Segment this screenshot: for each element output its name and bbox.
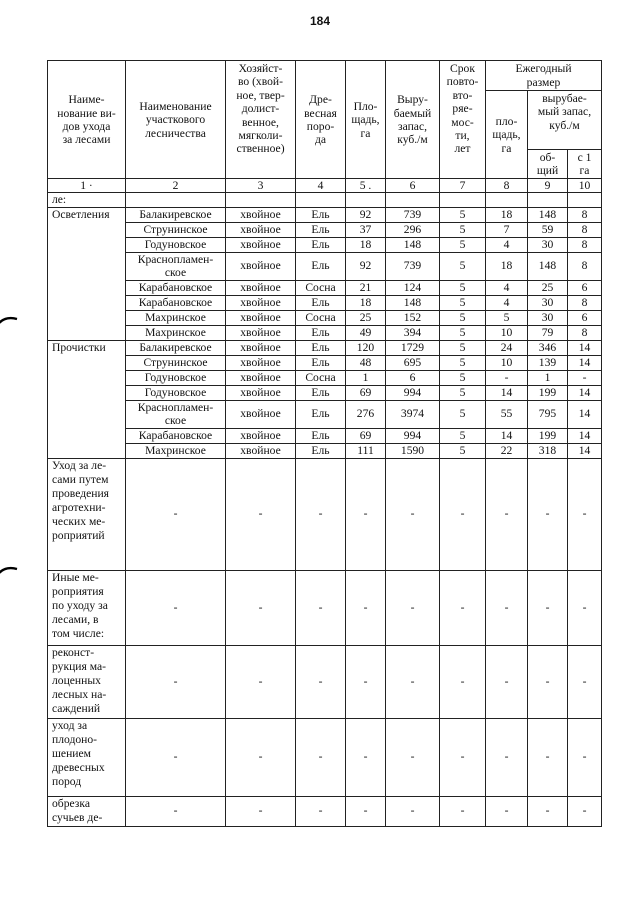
district-cell: Краснопламен- ское bbox=[126, 252, 226, 280]
repeat-cell: 5 bbox=[440, 237, 486, 252]
column-number: 7 bbox=[440, 178, 486, 192]
farm-cell: хвойное bbox=[226, 295, 296, 310]
dash-cell: - bbox=[568, 796, 602, 826]
annual-area-cell: 14 bbox=[486, 428, 528, 443]
table-row bbox=[48, 428, 602, 443]
page-number: 184 bbox=[309, 14, 331, 28]
area-cell: 111 bbox=[346, 443, 386, 458]
species-cell: Ель bbox=[296, 340, 346, 355]
dash-cell: - bbox=[226, 796, 296, 826]
district-cell: Балакиревское bbox=[126, 340, 226, 355]
annual-per-ha-cell: 6 bbox=[568, 310, 602, 325]
dash-cell: - bbox=[528, 570, 568, 645]
dash-cell: - bbox=[568, 458, 602, 570]
area-cell: 69 bbox=[346, 428, 386, 443]
header-district: Наименование участкового лесничества bbox=[126, 61, 226, 179]
table-row bbox=[48, 385, 602, 400]
dash-cell: - bbox=[440, 570, 486, 645]
annual-per-ha-cell: 8 bbox=[568, 207, 602, 222]
table-row bbox=[48, 252, 602, 280]
annual-area-cell: - bbox=[486, 370, 528, 385]
annual-per-ha-cell: 8 bbox=[568, 295, 602, 310]
dash-cell: - bbox=[486, 645, 528, 718]
dash-cell: - bbox=[296, 458, 346, 570]
farm-cell: хвойное bbox=[226, 325, 296, 340]
area-cell: 21 bbox=[346, 280, 386, 295]
care-type-cell: Осветления bbox=[48, 207, 126, 340]
header-per-ha: с 1 га bbox=[568, 150, 602, 179]
annual-per-ha-cell: 14 bbox=[568, 428, 602, 443]
species-cell: Ель bbox=[296, 222, 346, 237]
dash-cell: - bbox=[440, 645, 486, 718]
repeat-cell: 5 bbox=[440, 355, 486, 370]
district-cell: Струнинское bbox=[126, 355, 226, 370]
annual-per-ha-cell: 8 bbox=[568, 325, 602, 340]
annual-per-ha-cell: - bbox=[568, 370, 602, 385]
empty-cell bbox=[528, 193, 568, 207]
dash-cell: - bbox=[126, 645, 226, 718]
dash-cell: - bbox=[346, 796, 386, 826]
district-cell: Махринское bbox=[126, 325, 226, 340]
table-row bbox=[48, 207, 602, 222]
dash-cell: - bbox=[440, 458, 486, 570]
care-type-cell: обрезка сучьев де- bbox=[48, 796, 126, 826]
table-row bbox=[48, 718, 602, 796]
stock-cell: 152 bbox=[386, 310, 440, 325]
table-row bbox=[48, 310, 602, 325]
margin-mark-icon bbox=[0, 566, 18, 574]
dash-cell: - bbox=[440, 796, 486, 826]
farm-cell: хвойное bbox=[226, 340, 296, 355]
annual-total-cell: 30 bbox=[528, 295, 568, 310]
farm-cell: хвойное bbox=[226, 280, 296, 295]
stock-cell: 1590 bbox=[386, 443, 440, 458]
species-cell: Ель bbox=[296, 355, 346, 370]
area-cell: 18 bbox=[346, 237, 386, 252]
annual-total-cell: 79 bbox=[528, 325, 568, 340]
species-cell: Ель bbox=[296, 325, 346, 340]
empty-cell bbox=[386, 193, 440, 207]
annual-total-cell: 25 bbox=[528, 280, 568, 295]
empty-cell bbox=[296, 193, 346, 207]
annual-total-cell: 318 bbox=[528, 443, 568, 458]
species-cell: Ель bbox=[296, 385, 346, 400]
area-cell: 49 bbox=[346, 325, 386, 340]
annual-total-cell: 30 bbox=[528, 310, 568, 325]
species-cell: Сосна bbox=[296, 310, 346, 325]
table-row bbox=[48, 570, 602, 645]
continuation-row bbox=[48, 193, 602, 207]
farm-cell: хвойное bbox=[226, 400, 296, 428]
area-cell: 276 bbox=[346, 400, 386, 428]
table-row bbox=[48, 237, 602, 252]
column-number: 3 bbox=[226, 178, 296, 192]
care-type-cell: Прочистки bbox=[48, 340, 126, 458]
annual-area-cell: 10 bbox=[486, 325, 528, 340]
dash-cell: - bbox=[296, 570, 346, 645]
header-farm: Хозяйст- во (хвой- ное, твер- долист- венное, мягколи- ственное) bbox=[226, 61, 296, 179]
district-cell: Махринское bbox=[126, 443, 226, 458]
annual-per-ha-cell: 14 bbox=[568, 400, 602, 428]
repeat-cell: 5 bbox=[440, 370, 486, 385]
dash-cell: - bbox=[568, 570, 602, 645]
annual-area-cell: 4 bbox=[486, 280, 528, 295]
species-cell: Сосна bbox=[296, 280, 346, 295]
header-annual-area: пло- щадь, га bbox=[486, 91, 528, 179]
dash-cell: - bbox=[296, 645, 346, 718]
care-type-cell: уход за плодоно- шением древесных пород bbox=[48, 718, 126, 796]
district-cell: Махринское bbox=[126, 310, 226, 325]
table-row bbox=[48, 222, 602, 237]
margin-mark-icon bbox=[0, 316, 18, 324]
header-area: Пло- щадь, га bbox=[346, 61, 386, 179]
column-number: 5 . bbox=[346, 178, 386, 192]
area-cell: 18 bbox=[346, 295, 386, 310]
stock-cell: 148 bbox=[386, 295, 440, 310]
annual-area-cell: 4 bbox=[486, 295, 528, 310]
species-cell: Ель bbox=[296, 295, 346, 310]
annual-area-cell: 18 bbox=[486, 252, 528, 280]
annual-total-cell: 199 bbox=[528, 385, 568, 400]
annual-area-cell: 5 bbox=[486, 310, 528, 325]
farm-cell: хвойное bbox=[226, 443, 296, 458]
dash-cell: - bbox=[486, 718, 528, 796]
annual-area-cell: 10 bbox=[486, 355, 528, 370]
annual-per-ha-cell: 8 bbox=[568, 252, 602, 280]
annual-area-cell: 22 bbox=[486, 443, 528, 458]
farm-cell: хвойное bbox=[226, 237, 296, 252]
dash-cell: - bbox=[528, 458, 568, 570]
farm-cell: хвойное bbox=[226, 252, 296, 280]
column-number: 2 bbox=[126, 178, 226, 192]
dash-cell: - bbox=[568, 718, 602, 796]
species-cell: Ель bbox=[296, 443, 346, 458]
table-row bbox=[48, 340, 602, 355]
column-number: 1 · bbox=[48, 178, 126, 192]
farm-cell: хвойное bbox=[226, 355, 296, 370]
annual-per-ha-cell: 8 bbox=[568, 237, 602, 252]
header-annual-size: Ежегодный размер bbox=[486, 61, 602, 91]
area-cell: 92 bbox=[346, 207, 386, 222]
stock-cell: 695 bbox=[386, 355, 440, 370]
stock-cell: 739 bbox=[386, 252, 440, 280]
stock-cell: 994 bbox=[386, 385, 440, 400]
annual-total-cell: 148 bbox=[528, 252, 568, 280]
repeat-cell: 5 bbox=[440, 428, 486, 443]
annual-per-ha-cell: 6 bbox=[568, 280, 602, 295]
dash-cell: - bbox=[346, 718, 386, 796]
species-cell: Ель bbox=[296, 400, 346, 428]
header-total: об- щий bbox=[528, 150, 568, 179]
area-cell: 48 bbox=[346, 355, 386, 370]
dash-cell: - bbox=[296, 796, 346, 826]
farm-cell: хвойное bbox=[226, 207, 296, 222]
annual-per-ha-cell: 8 bbox=[568, 222, 602, 237]
dash-cell: - bbox=[346, 645, 386, 718]
dash-cell: - bbox=[568, 645, 602, 718]
table-row bbox=[48, 458, 602, 570]
district-cell: Карабановское bbox=[126, 280, 226, 295]
dash-cell: - bbox=[528, 718, 568, 796]
annual-total-cell: 30 bbox=[528, 237, 568, 252]
farm-cell: хвойное bbox=[226, 310, 296, 325]
dash-cell: - bbox=[126, 570, 226, 645]
stock-cell: 1729 bbox=[386, 340, 440, 355]
farm-cell: хвойное bbox=[226, 428, 296, 443]
header-repeat-period: Срок повто- вто- ряе- мос- ти, лет bbox=[440, 61, 486, 179]
species-cell: Ель bbox=[296, 207, 346, 222]
annual-total-cell: 59 bbox=[528, 222, 568, 237]
stock-cell: 124 bbox=[386, 280, 440, 295]
district-cell: Краснопламен- ское bbox=[126, 400, 226, 428]
repeat-cell: 5 bbox=[440, 443, 486, 458]
forest-care-table bbox=[47, 60, 602, 827]
annual-total-cell: 1 bbox=[528, 370, 568, 385]
species-cell: Сосна bbox=[296, 370, 346, 385]
dash-cell: - bbox=[386, 645, 440, 718]
dash-cell: - bbox=[296, 718, 346, 796]
area-cell: 69 bbox=[346, 385, 386, 400]
annual-per-ha-cell: 14 bbox=[568, 340, 602, 355]
stock-cell: 739 bbox=[386, 207, 440, 222]
table-row bbox=[48, 443, 602, 458]
annual-per-ha-cell: 14 bbox=[568, 385, 602, 400]
area-cell: 120 bbox=[346, 340, 386, 355]
area-cell: 25 bbox=[346, 310, 386, 325]
empty-cell bbox=[486, 193, 528, 207]
repeat-cell: 5 bbox=[440, 295, 486, 310]
stock-cell: 394 bbox=[386, 325, 440, 340]
table-row bbox=[48, 355, 602, 370]
species-cell: Ель bbox=[296, 428, 346, 443]
farm-cell: хвойное bbox=[226, 222, 296, 237]
table-row bbox=[48, 295, 602, 310]
dash-cell: - bbox=[486, 458, 528, 570]
dash-cell: - bbox=[126, 718, 226, 796]
district-cell: Струнинское bbox=[126, 222, 226, 237]
annual-area-cell: 55 bbox=[486, 400, 528, 428]
repeat-cell: 5 bbox=[440, 340, 486, 355]
dash-cell: - bbox=[386, 718, 440, 796]
dash-cell: - bbox=[386, 458, 440, 570]
annual-area-cell: 7 bbox=[486, 222, 528, 237]
care-type-cell: Уход за ле- сами путем проведения агротехни- ческих ме- роприятий bbox=[48, 458, 126, 570]
column-number-row bbox=[48, 178, 602, 192]
dash-cell: - bbox=[126, 458, 226, 570]
care-type-cell: Иные ме- роприятия по уходу за лесами, в том числе: bbox=[48, 570, 126, 645]
column-number: 4 bbox=[296, 178, 346, 192]
dash-cell: - bbox=[226, 570, 296, 645]
repeat-cell: 5 bbox=[440, 325, 486, 340]
district-cell: Балакиревское bbox=[126, 207, 226, 222]
table-row bbox=[48, 325, 602, 340]
empty-cell bbox=[568, 193, 602, 207]
annual-total-cell: 795 bbox=[528, 400, 568, 428]
district-cell: Годуновское bbox=[126, 237, 226, 252]
table-row bbox=[48, 400, 602, 428]
stock-cell: 148 bbox=[386, 237, 440, 252]
annual-per-ha-cell: 14 bbox=[568, 443, 602, 458]
stock-cell: 6 bbox=[386, 370, 440, 385]
repeat-cell: 5 bbox=[440, 280, 486, 295]
species-cell: Ель bbox=[296, 252, 346, 280]
annual-total-cell: 148 bbox=[528, 207, 568, 222]
repeat-cell: 5 bbox=[440, 252, 486, 280]
annual-area-cell: 4 bbox=[486, 237, 528, 252]
annual-area-cell: 14 bbox=[486, 385, 528, 400]
header-stock: Выру- баемый запас, куб./м bbox=[386, 61, 440, 179]
dash-cell: - bbox=[386, 570, 440, 645]
district-cell: Карабановское bbox=[126, 428, 226, 443]
dash-cell: - bbox=[226, 718, 296, 796]
repeat-cell: 5 bbox=[440, 385, 486, 400]
dash-cell: - bbox=[486, 570, 528, 645]
area-cell: 1 bbox=[346, 370, 386, 385]
table-row bbox=[48, 280, 602, 295]
district-cell: Годуновское bbox=[126, 370, 226, 385]
empty-cell bbox=[126, 193, 226, 207]
column-number: 10 bbox=[568, 178, 602, 192]
dash-cell: - bbox=[346, 458, 386, 570]
repeat-cell: 5 bbox=[440, 207, 486, 222]
stock-cell: 994 bbox=[386, 428, 440, 443]
annual-total-cell: 346 bbox=[528, 340, 568, 355]
annual-total-cell: 139 bbox=[528, 355, 568, 370]
annual-total-cell: 199 bbox=[528, 428, 568, 443]
column-number: 9 bbox=[528, 178, 568, 192]
table-row bbox=[48, 370, 602, 385]
care-type-cell: реконст- рукция ма- лоценных лесных на- саждений bbox=[48, 645, 126, 718]
column-number: 6 bbox=[386, 178, 440, 192]
species-cell: Ель bbox=[296, 237, 346, 252]
dash-cell: - bbox=[440, 718, 486, 796]
dash-cell: - bbox=[528, 645, 568, 718]
stock-cell: 3974 bbox=[386, 400, 440, 428]
annual-area-cell: 24 bbox=[486, 340, 528, 355]
dash-cell: - bbox=[386, 796, 440, 826]
continuation-label: ле: bbox=[48, 193, 126, 207]
empty-cell bbox=[346, 193, 386, 207]
header-annual-stock: вырубае- мый запас, куб./м bbox=[528, 91, 602, 150]
district-cell: Карабановское bbox=[126, 295, 226, 310]
annual-area-cell: 18 bbox=[486, 207, 528, 222]
farm-cell: хвойное bbox=[226, 385, 296, 400]
repeat-cell: 5 bbox=[440, 400, 486, 428]
header-species: Дре- весная поро- да bbox=[296, 61, 346, 179]
dash-cell: - bbox=[226, 645, 296, 718]
farm-cell: хвойное bbox=[226, 370, 296, 385]
district-cell: Годуновское bbox=[126, 385, 226, 400]
header-care-type: Наиме- нование ви- дов ухода за лесами bbox=[48, 61, 126, 179]
column-number: 8 bbox=[486, 178, 528, 192]
repeat-cell: 5 bbox=[440, 310, 486, 325]
annual-per-ha-cell: 14 bbox=[568, 355, 602, 370]
empty-cell bbox=[226, 193, 296, 207]
area-cell: 92 bbox=[346, 252, 386, 280]
dash-cell: - bbox=[528, 796, 568, 826]
repeat-cell: 5 bbox=[440, 222, 486, 237]
dash-cell: - bbox=[346, 570, 386, 645]
dash-cell: - bbox=[486, 796, 528, 826]
table-row bbox=[48, 796, 602, 826]
dash-cell: - bbox=[126, 796, 226, 826]
table-row bbox=[48, 645, 602, 718]
stock-cell: 296 bbox=[386, 222, 440, 237]
empty-cell bbox=[440, 193, 486, 207]
dash-cell: - bbox=[226, 458, 296, 570]
area-cell: 37 bbox=[346, 222, 386, 237]
